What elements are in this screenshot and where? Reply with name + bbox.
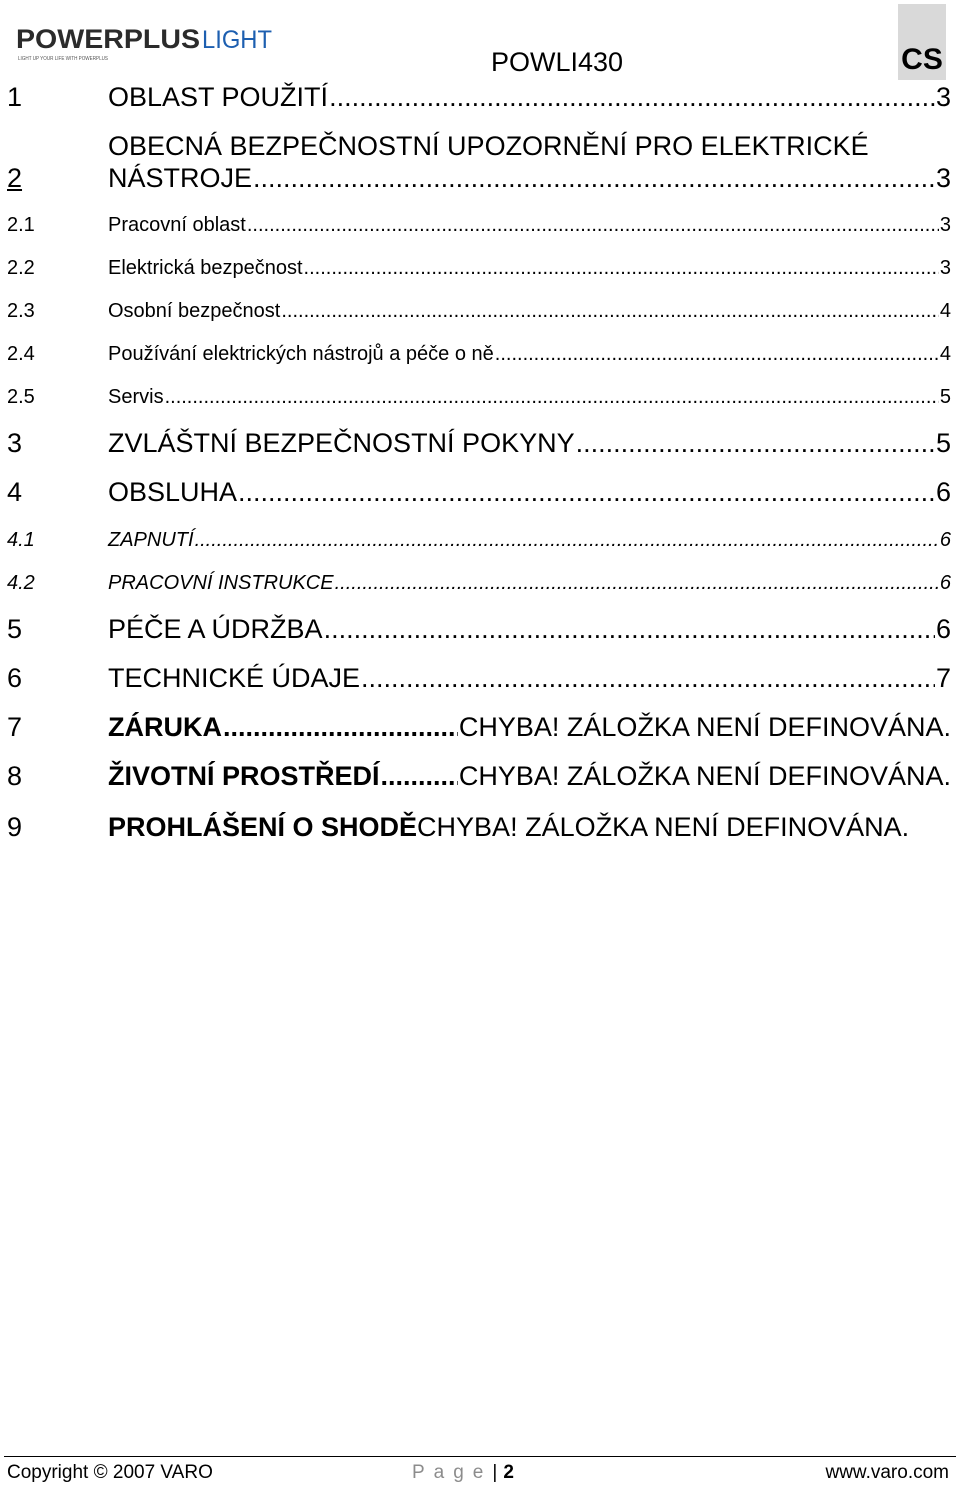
toc-number: 4 — [7, 477, 23, 507]
toc-entry-7[interactable] — [7, 711, 951, 743]
toc-leader — [247, 212, 939, 238]
model-number: POWLI430 — [491, 47, 624, 77]
toc-page: 6 — [935, 477, 951, 507]
toc-entry-9[interactable] — [7, 811, 951, 843]
toc-page: 3 — [939, 257, 951, 279]
toc-title: PRACOVNÍ INSTRUKCE — [108, 572, 334, 594]
toc-entry-2-4[interactable] — [7, 341, 951, 367]
toc-title: PÉČE A ÚDRŽBA — [108, 614, 323, 644]
toc-leader — [361, 662, 935, 694]
website-link[interactable]: www.varo.com — [825, 1462, 949, 1483]
toc-page: 4 — [939, 343, 951, 365]
page-label: Page — [412, 1462, 493, 1483]
toc-entry-2-2[interactable] — [7, 255, 951, 281]
toc-title: OBLAST POUŽITÍ — [108, 82, 329, 112]
toc-title: TECHNICKÉ ÚDAJE — [108, 663, 361, 693]
toc-leader — [329, 81, 935, 113]
toc-number: 4.1 — [7, 529, 35, 551]
toc-number: 3 — [7, 428, 23, 458]
copyright-text: Copyright © 2007 VARO — [7, 1462, 213, 1483]
toc-entry-2-1[interactable] — [7, 212, 951, 238]
toc-title: OBSLUHA — [108, 477, 238, 507]
toc-entry-2-5[interactable] — [7, 384, 951, 410]
toc-number: 2.4 — [7, 343, 35, 365]
toc-entry-4[interactable] — [7, 476, 951, 508]
page-footer — [7, 1461, 951, 1485]
toc-page: 5 — [939, 386, 951, 408]
toc-page: 3 — [935, 82, 951, 112]
toc-page-error: CHYBA! ZÁLOŽKA NENÍ DEFINOVÁNA. — [458, 712, 951, 742]
toc-number: 5 — [7, 614, 23, 644]
toc-title-line2: NÁSTROJE — [108, 163, 253, 193]
footer-rule — [4, 1456, 956, 1457]
toc-leader — [576, 427, 935, 459]
toc-entry-3[interactable] — [7, 427, 951, 459]
toc-page: 4 — [939, 300, 951, 322]
toc-title: Servis — [108, 386, 164, 408]
toc-number: 1 — [7, 82, 23, 112]
toc-entry-5[interactable] — [7, 613, 951, 645]
page-separator: | — [492, 1462, 498, 1483]
toc-leader — [165, 384, 939, 410]
toc-page: 5 — [935, 428, 951, 458]
toc-leader — [195, 527, 939, 553]
toc-number: 2.1 — [7, 214, 35, 236]
toc-entry-4-2[interactable] — [7, 570, 951, 596]
svg-text:POWERPLUS: POWERPLUS — [16, 24, 200, 54]
toc-page: 6 — [935, 614, 951, 644]
toc-entry-2-3[interactable] — [7, 298, 951, 324]
toc-title: Používání elektrických nástrojů a péče o ně — [108, 343, 494, 365]
toc-title-line1: OBECNÁ BEZPEČNOSTNÍ UPOZORNĚNÍ PRO ELEKTRICKÉ — [108, 131, 869, 161]
svg-text:LIGHT: LIGHT — [202, 26, 272, 54]
toc-title: Pracovní oblast — [108, 214, 246, 236]
toc-leader — [324, 613, 935, 645]
toc-page: 3 — [939, 214, 951, 236]
toc-page: 3 — [935, 163, 951, 193]
toc-title: Elektrická bezpečnost — [108, 257, 303, 279]
toc-leader — [335, 570, 939, 596]
toc-number: 2.5 — [7, 386, 35, 408]
toc-number: 8 — [7, 761, 23, 791]
toc-number: 2.2 — [7, 257, 35, 279]
toc-leader — [381, 760, 458, 792]
toc-title: ZVLÁŠTNÍ BEZPEČNOSTNÍ POKYNY — [108, 428, 575, 458]
toc-title: PROHLÁŠENÍ O SHODĚ — [108, 812, 418, 842]
language-code: CS — [901, 43, 943, 76]
toc-entry-1[interactable] — [7, 81, 951, 113]
toc-entry-4-1[interactable] — [7, 527, 951, 553]
toc-title: ŽIVOTNÍ PROSTŘEDÍ — [108, 761, 380, 791]
toc-title: ZAPNUTÍ — [108, 529, 194, 551]
toc-number: 6 — [7, 663, 23, 693]
toc-leader — [253, 162, 935, 194]
toc-number: 4.2 — [7, 572, 35, 594]
toc-number: 2 — [7, 163, 23, 193]
toc-number: 2.3 — [7, 300, 35, 322]
toc-number: 7 — [7, 712, 23, 742]
toc-entry-6[interactable] — [7, 662, 951, 694]
toc-title: Osobní bezpečnost — [108, 300, 281, 322]
toc-title: ZÁRUKA — [108, 712, 222, 742]
page-indicator — [412, 1461, 514, 1485]
toc-page: 6 — [939, 572, 951, 594]
toc-leader — [304, 255, 939, 281]
toc-page: 6 — [939, 529, 951, 551]
page-number: 2 — [503, 1462, 514, 1483]
toc-page: 7 — [935, 663, 951, 693]
toc-number: 9 — [7, 812, 23, 842]
toc-leader — [495, 341, 939, 367]
toc-leader — [223, 711, 458, 743]
toc-entry-2[interactable] — [7, 130, 951, 194]
toc-leader — [281, 298, 939, 324]
toc-page-error: CHYBA! ZÁLOŽKA NENÍ DEFINOVÁNA. — [458, 761, 951, 791]
toc-page-error: CHYBA! ZÁLOŽKA NENÍ DEFINOVÁNA. — [417, 812, 910, 842]
toc-entry-8[interactable] — [7, 760, 951, 792]
toc-leader — [238, 476, 935, 508]
svg-text:LIGHT UP YOUR LIFE WITH POWERP: LIGHT UP YOUR LIFE WITH POWERPLUS — [18, 56, 109, 62]
